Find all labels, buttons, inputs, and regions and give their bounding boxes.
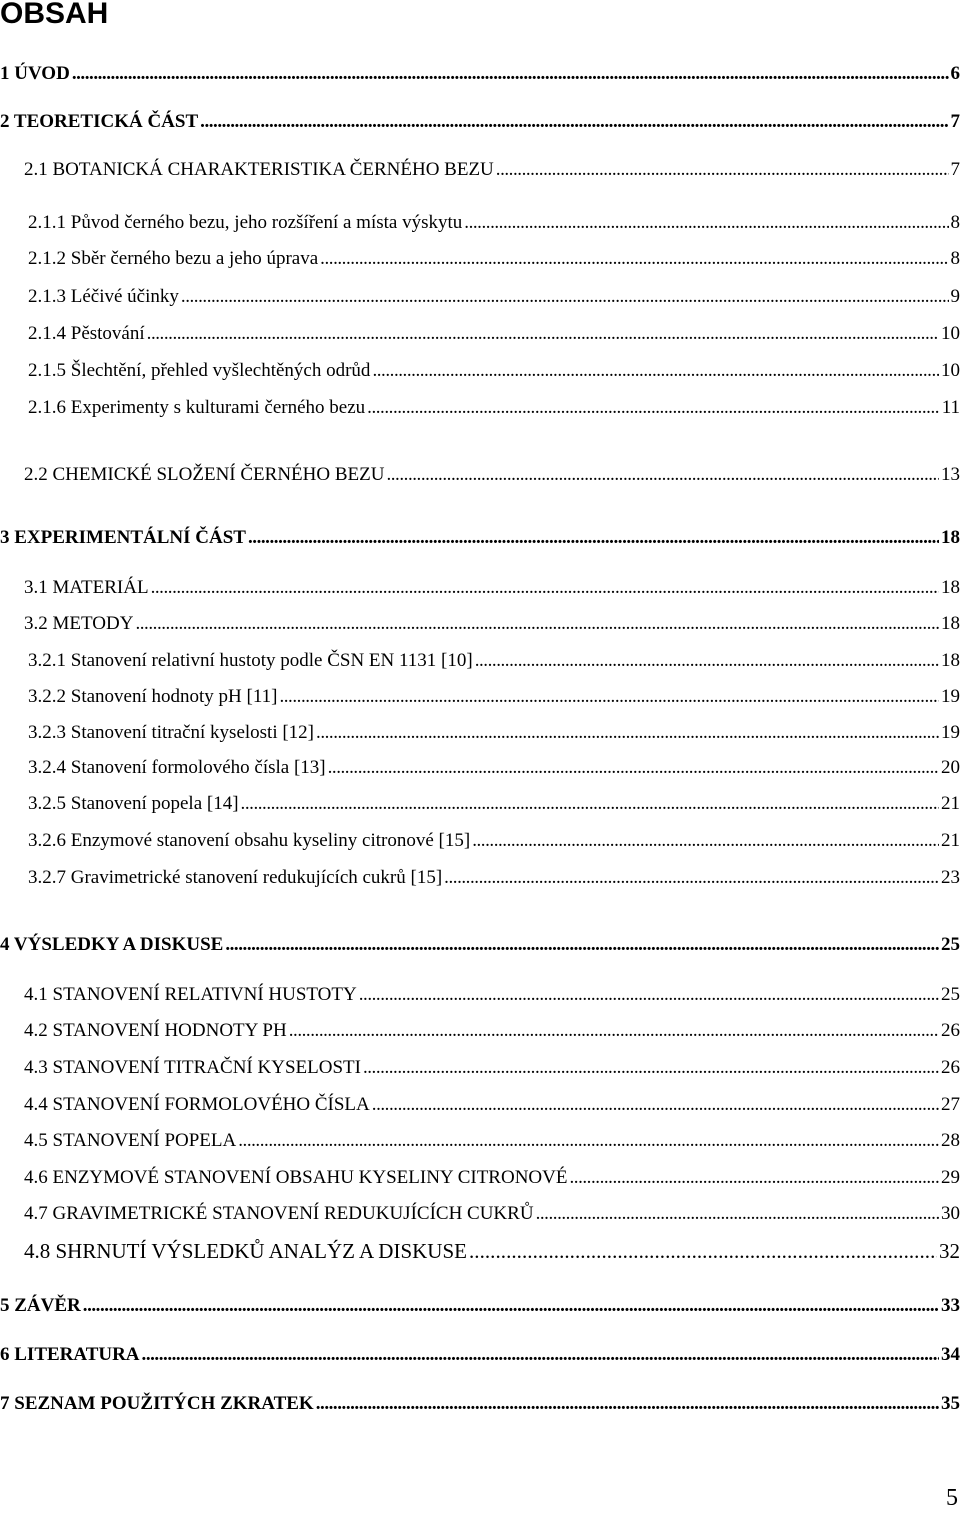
dot-leader: [83, 1294, 939, 1318]
dot-leader: [363, 1056, 939, 1080]
toc-entry-page: 18: [941, 527, 960, 548]
toc-entry[interactable]: [0, 1294, 960, 1318]
toc-entry-page: 18: [941, 650, 960, 671]
toc-entry[interactable]: [0, 983, 960, 1007]
toc-entry-label: 3.2 METODY: [24, 613, 134, 634]
toc-entry[interactable]: [0, 1019, 960, 1043]
toc-entry-page: 19: [941, 722, 960, 743]
toc-entry-label: 3.2.2 Stanovení hodnoty pH [11]: [28, 686, 278, 707]
dot-leader: [135, 612, 939, 636]
page-title: OBSAH: [0, 0, 109, 30]
toc-entry-page: 11: [941, 397, 960, 418]
toc-entry[interactable]: [0, 1343, 960, 1367]
toc-entry-page: 32: [939, 1239, 960, 1263]
toc-entry-label: 7 SEZNAM POUŽITÝCH ZKRATEK: [0, 1393, 314, 1414]
dot-leader: [475, 649, 939, 673]
toc-entry-page: 35: [941, 1393, 960, 1414]
toc-entry-page: 18: [941, 577, 960, 598]
dot-leader: [147, 322, 939, 346]
dot-leader: [142, 1343, 939, 1367]
toc-entry-label: 3 EXPERIMENTÁLNÍ ČÁST: [0, 527, 246, 548]
toc-entry-page: 10: [941, 323, 960, 344]
toc-entry[interactable]: [0, 721, 960, 745]
toc-entry-label: 3.2.5 Stanovení popela [14]: [28, 793, 239, 814]
toc-entry-page: 8: [950, 212, 960, 233]
toc-entry[interactable]: [0, 158, 960, 182]
toc-entry-label: 4.2 STANOVENÍ HODNOTY PH: [24, 1020, 287, 1041]
toc-entry-label: 4 VÝSLEDKY A DISKUSE: [0, 934, 224, 955]
toc-entry-label: 2.1.3 Léčivé účinky: [28, 286, 179, 307]
toc-entry[interactable]: [0, 1056, 960, 1080]
dot-leader: [225, 933, 939, 957]
toc-entry[interactable]: [0, 247, 960, 271]
toc-entry-label: 4.7 GRAVIMETRICKÉ STANOVENÍ REDUKUJÍCÍCH CUKRŮ: [24, 1203, 534, 1224]
toc-entry[interactable]: [0, 396, 960, 420]
toc-entry-page: 13: [941, 464, 960, 485]
toc-entry[interactable]: [0, 866, 960, 890]
toc-entry-page: 28: [941, 1130, 960, 1151]
toc-entry-label: 3.1 MATERIÁL: [24, 577, 149, 598]
toc-entry-page: 9: [950, 286, 960, 307]
toc-entry-page: 26: [941, 1057, 960, 1078]
toc-entry-page: 25: [941, 934, 960, 955]
toc-entry-page: 7: [950, 111, 960, 132]
toc-entry[interactable]: [0, 526, 960, 550]
toc-entry[interactable]: [0, 285, 960, 309]
toc-entry[interactable]: [0, 211, 960, 235]
toc-entry-label: 2.1.6 Experimenty s kulturami černého bezu: [28, 397, 366, 418]
toc-entry-label: 4.6 ENZYMOVÉ STANOVENÍ OBSAHU KYSELINY CITRONOVÉ: [24, 1167, 568, 1188]
toc-entry-page: 29: [941, 1167, 960, 1188]
toc-entry[interactable]: [0, 1392, 960, 1416]
toc-entry-label: 2.1.4 Pěstování: [28, 323, 145, 344]
dot-leader: [372, 1093, 939, 1117]
toc-entry-label: 2.2 CHEMICKÉ SLOŽENÍ ČERNÉHO BEZU: [24, 464, 385, 485]
dot-leader: [472, 829, 939, 853]
toc-entry-page: 23: [941, 867, 960, 888]
dot-leader: [238, 1129, 939, 1153]
toc-entry-page: 33: [941, 1295, 960, 1316]
dot-leader: [316, 721, 939, 745]
toc-entry-label: 4.3 STANOVENÍ TITRAČNÍ KYSELOSTI: [24, 1057, 361, 1078]
dot-leader: [569, 1166, 939, 1190]
toc-entry-page: 21: [941, 830, 960, 851]
toc-entry[interactable]: [0, 62, 960, 86]
dot-leader: [496, 158, 949, 182]
toc-entry-page: 10: [941, 360, 960, 381]
toc-entry[interactable]: [0, 576, 960, 600]
toc-entry[interactable]: [0, 1239, 960, 1263]
dot-leader: [200, 110, 948, 134]
toc-entry-page: 25: [941, 984, 960, 1005]
toc-entry-label: 4.8 SHRNUTÍ VÝSLEDKŮ ANALÝZ A DISKUSE: [24, 1239, 467, 1263]
toc-entry-label: 2.1.2 Sběr černého bezu a jeho úprava: [28, 248, 319, 269]
dot-leader: [279, 685, 939, 709]
toc-entry-page: 27: [941, 1094, 960, 1115]
dot-leader: [359, 983, 939, 1007]
toc-entry-label: 2.1.5 Šlechtění, přehled vyšlechtěných odrůd: [28, 360, 371, 381]
dot-leader: [289, 1019, 939, 1043]
toc-entry[interactable]: [0, 463, 960, 487]
toc-entry-page: 19: [941, 686, 960, 707]
toc-entry-page: 21: [941, 793, 960, 814]
dot-leader: [151, 576, 939, 600]
toc-entry-page: 8: [950, 248, 960, 269]
toc-entry-page: 7: [950, 159, 960, 180]
toc-entry-label: 2.1 BOTANICKÁ CHARAKTERISTIKA ČERNÉHO BEZU: [24, 159, 494, 180]
toc-entry-label: 3.2.7 Gravimetrické stanovení redukujících cukrů [15]: [28, 867, 443, 888]
toc-entry[interactable]: [0, 756, 960, 780]
dot-leader: [444, 866, 939, 890]
toc-entry-label: 3.2.1 Stanovení relativní hustoty podle ČSN EN 1131 [10]: [28, 650, 473, 671]
toc-entry-label: 3.2.6 Enzymové stanovení obsahu kyseliny citronové [15]: [28, 830, 471, 851]
toc-entry[interactable]: [0, 1093, 960, 1117]
dot-leader: [386, 463, 939, 487]
toc-entry-label: 1 ÚVOD: [0, 63, 70, 84]
toc-entry[interactable]: [0, 685, 960, 709]
dot-leader: [328, 756, 939, 780]
dot-leader: [367, 396, 940, 420]
dot-leader: [241, 792, 939, 816]
toc-entry-label: 3.2.3 Stanovení titrační kyselosti [12]: [28, 722, 315, 743]
toc-entry[interactable]: [0, 829, 960, 853]
toc-entry-page: 30: [941, 1203, 960, 1224]
toc-entry-label: 4.4 STANOVENÍ FORMOLOVÉHO ČÍSLA: [24, 1094, 370, 1115]
dot-leader: [316, 1392, 939, 1416]
toc-entry[interactable]: [0, 1129, 960, 1153]
toc-entry[interactable]: [0, 1202, 960, 1226]
page-number: 5: [946, 1485, 958, 1511]
toc-entry-page: 34: [941, 1344, 960, 1365]
toc-entry-page: 20: [941, 757, 960, 778]
toc-entry[interactable]: [0, 792, 960, 816]
toc-entry[interactable]: [0, 612, 960, 636]
toc-entry-label: 2 TEORETICKÁ ČÁST: [0, 111, 199, 132]
toc-entry-label: 4.5 STANOVENÍ POPELA: [24, 1130, 237, 1151]
dot-leader: [181, 285, 949, 309]
toc-entry[interactable]: [0, 933, 960, 957]
toc-entry-label: 3.2.4 Stanovení formolového čísla [13]: [28, 757, 326, 778]
toc-entry-label: 4.1 STANOVENÍ RELATIVNÍ HUSTOTY: [24, 984, 357, 1005]
toc-entry[interactable]: [0, 322, 960, 346]
toc-entry[interactable]: [0, 110, 960, 134]
toc-entry[interactable]: [0, 359, 960, 383]
dot-leader: [536, 1202, 939, 1226]
toc-entry-label: 2.1.1 Původ černého bezu, jeho rozšíření a místa výskytu: [28, 212, 463, 233]
dot-leader: [469, 1239, 937, 1263]
toc-entry[interactable]: [0, 1166, 960, 1190]
dot-leader: [372, 359, 939, 383]
toc-entry[interactable]: [0, 649, 960, 673]
dot-leader: [248, 526, 939, 550]
dot-leader: [320, 247, 948, 271]
dot-leader: [464, 211, 948, 235]
toc-entry-label: 5 ZÁVĚR: [0, 1295, 81, 1316]
toc-entry-page: 26: [941, 1020, 960, 1041]
toc-entry-label: 6 LITERATURA: [0, 1344, 140, 1365]
toc-entry-page: 6: [950, 63, 960, 84]
toc-entry-page: 18: [941, 613, 960, 634]
dot-leader: [72, 62, 949, 86]
